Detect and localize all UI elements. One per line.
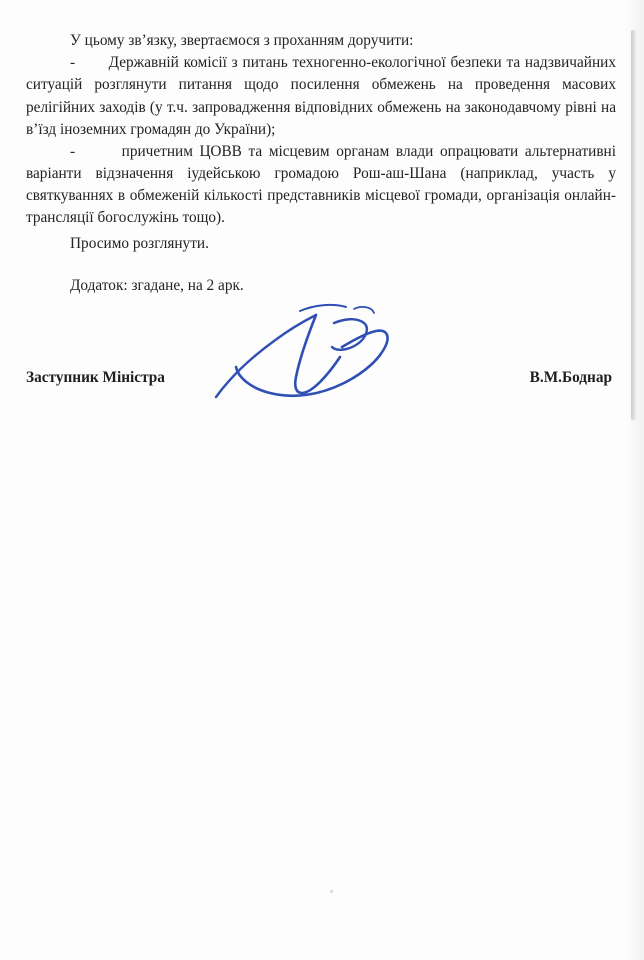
attachment-line: Додаток: згадане, на 2 арк. — [70, 276, 244, 294]
paragraph-intro: У цьому зв’язку, звертаємося з проханням доручити: — [70, 32, 414, 49]
paragraph-bullet-2: - причетним ЦОВВ та місцевим органам влади опрацювати альтернативні варіанти відзначення іудейською громадою Рош-аш-Шана (наприклад, участь у святкуваннях в обмеженій кількості представників місцевої громади, організація онлайн-трансляції богослужінь тощо). — [26, 142, 616, 227]
document-body — [26, 30, 616, 393]
blank-page-area — [0, 430, 644, 960]
paragraph-request: Просимо розглянути. — [70, 234, 209, 252]
scan-speck — [330, 890, 333, 893]
handwritten-signature-icon — [204, 301, 434, 411]
signer-name: В.М.Боднар — [529, 368, 612, 386]
paragraph-bullet-1: - Державній комісії з питань техногенно-екологічної безпеки та надзвичайних ситуацій розглянути питання щодо посилення обмежень на проведення масових релігійних заходів (у т.ч. запровадження відповідних обмежень на законодавчому рівні на в’їзд іноземних громадян до України); — [26, 54, 616, 138]
spacer — [26, 255, 616, 275]
scan-edge-shadow — [631, 30, 636, 420]
signer-position-title: Заступник Міністра — [26, 368, 165, 386]
signature-block — [26, 323, 616, 393]
